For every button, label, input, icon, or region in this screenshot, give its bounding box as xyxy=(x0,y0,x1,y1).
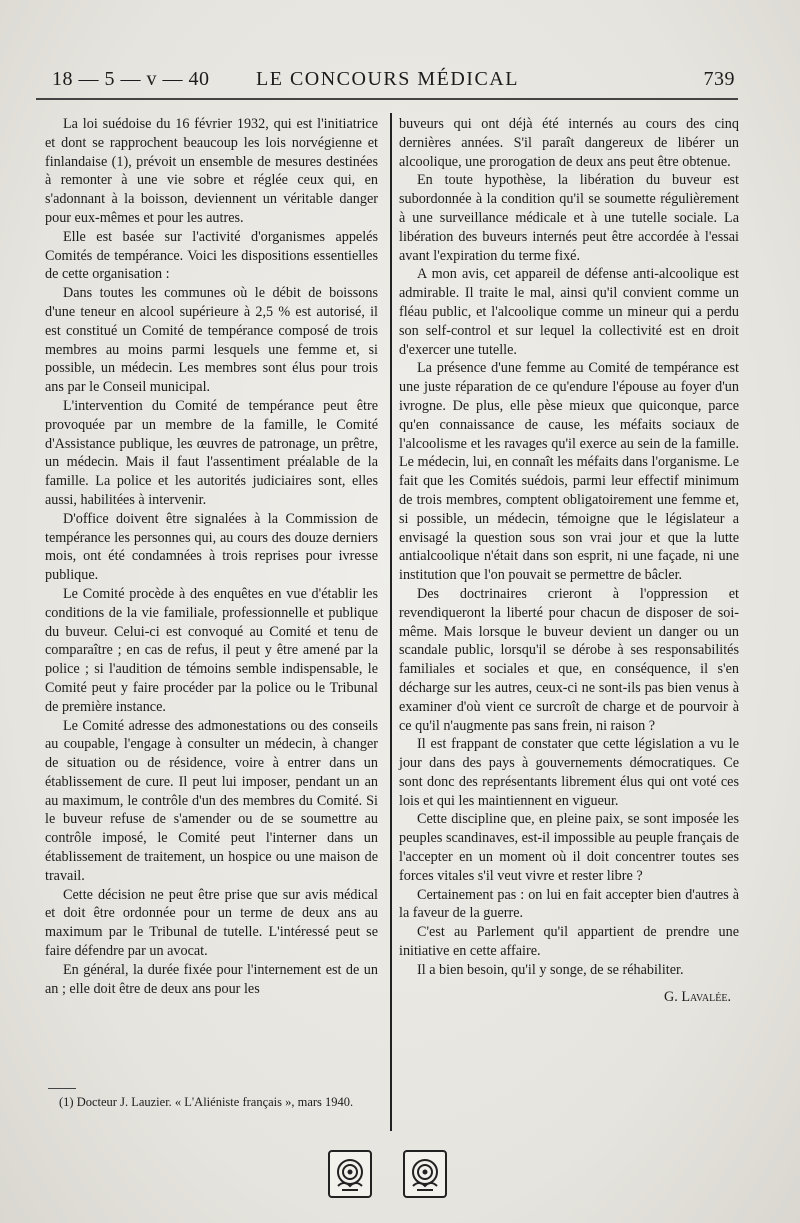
paragraph: C'est au Parlement qu'il appartient de prendre une initiative en cette affaire. xyxy=(399,924,739,960)
footnote-rule xyxy=(48,1088,76,1089)
header-rule xyxy=(36,98,738,100)
paragraph: Il est frappant de constater que cette législation a vu le jour dans des pays à gouvernements démocratiques. Ce sont donc des représentants librement élus qui ont voté ces lois et qui les maintiennent en vigueur. xyxy=(399,736,739,809)
column-divider xyxy=(390,113,392,1131)
author-signature: G. Lavalée. xyxy=(664,988,731,1005)
paragraph: Dans toutes les communes où le débit de boissons d'une teneur en alcool supérieure à 2,5 % est autorisé, il est constitué un Comité de tempérance composé de trois membres au moins parmi lesquels une femme et, si possible, un médecin. Les membres sont élus pour trois ans par le Conseil municipal. xyxy=(45,285,378,396)
left-column xyxy=(45,115,378,998)
paragraph: D'office doivent être signalées à la Commission de tempérance les personnes qui, au cours des douze derniers mois, ont été condamnées à trois reprises pour ivresse publique. xyxy=(45,510,378,584)
rose-ornament-icon xyxy=(403,1150,447,1198)
paragraph: Des doctrinaires crieront à l'oppression et revendiqueront la liberté pour chacun de disposer de soi-même. Mais lorsque le buveur devient un danger ou un scandale public, lorsqu'il se dérobe à ses responsabilités familiales et sociales et que, en conséquence, il s'en décharge sur les autres, ceux-ci ne sont-ils pas bien venus à examiner d'où vient ce surcroît de charge et de pourvoir à ce qu'il n'augmente pas sans frein, ni raison ? xyxy=(399,585,739,734)
issue-reference: 18 — 5 — v — 40 xyxy=(52,68,210,90)
paragraph: Cette discipline que, en pleine paix, se sont imposée les peuples scandinaves, est-il impossible au peuple français de l'accepter en un moment où il doit concentrer toutes ses forces vitales s'il veut vivre et rester libre ? xyxy=(399,811,739,884)
paragraph: Le Comité adresse des admonestations ou des conseils au coupable, l'engage à consulter un médecin, à changer de situation ou de résidence, voire à entrer dans un établissement de cure. Il peut lui imposer, pendant un an au maximum, le contrôle d'un des membres du Comité. Si le buveur refuse de s'amender ou de se soumettre au contrôle imposé, le Comité peut l'interner dans un établissement de traitement, un hospice ou une maison de travail. xyxy=(45,717,378,884)
journal-title: LE CONCOURS MÉDICAL xyxy=(256,68,519,90)
paragraph: A mon avis, cet appareil de défense anti-alcoolique est admirable. Il traite le mal, ainsi qu'il convient comme un fléau public, et l'alcoolique comme un mineur qui a perdu son self-control et sur lequel la collectivité est en droit d'exercer une tutelle. xyxy=(399,266,739,358)
paragraph: Cette décision ne peut être prise que sur avis médical et doit être ordonnée pour un terme de deux ans au maximum par le Tribunal de tutelle. L'intéressé peut se faire défendre par un avocat. xyxy=(45,886,378,960)
paragraph: Le Comité procède à des enquêtes en vue d'établir les conditions de la vie familiale, professionnelle et publique du buveur. Celui-ci est convoqué au Comité et tenu de comparaître ; en cas de refus, il peut y être amené par la police ; si l'audition de témoins semble indispensable, le Comité peut y faire procéder par la police ou le Tribunal de première instance. xyxy=(45,585,378,715)
paragraph: Elle est basée sur l'activité d'organismes appelés Comités de tempérance. Voici les dispositions essentielles de cette organisation : xyxy=(45,228,378,283)
page-header xyxy=(40,68,735,98)
paragraph: buveurs qui ont déjà été internés au cours des cinq dernières années. S'il paraît dangereux de libérer un alcoolique, une prorogation de deux ans peut être obtenue. xyxy=(399,116,739,170)
right-column xyxy=(399,115,739,1006)
paragraph: Certainement pas : on lui en fait accepter bien d'autres à la faveur de la guerre. xyxy=(399,886,739,922)
paragraph: L'intervention du Comité de tempérance peut être provoquée par un membre de la famille, le Comité d'Assistance publique, les œuvres de patronage, un prêtre, un médecin. Mais il faut l'assentiment préalable de la famille. La police et les autorités judiciaires sont, elles aussi, habilitées à intervenir. xyxy=(45,397,378,508)
rose-ornament-icon xyxy=(328,1150,372,1198)
footnote: (1) Docteur J. Lauzier. « L'Aliéniste français », mars 1940. xyxy=(59,1095,354,1109)
paragraph: La loi suédoise du 16 février 1932, qui est l'initiatrice et dont se rapprochent beaucoup les lois norvégienne et finlandaise (1), prévoit un ensemble de mesures destinées à remonter à une vie sobre et réglée ceux qui, en s'adonnant à la boisson, deviennent un véritable danger pour eux-mêmes et pour les autres. xyxy=(45,116,378,226)
paragraph: En toute hypothèse, la libération du buveur est subordonnée à la condition qu'il se soumette régulièrement à une surveillance médicale et à une tutelle sociale. La libération des buveurs internés peut être accordée à l'essai avant l'expiration du terme fixé. xyxy=(399,172,739,264)
paragraph: En général, la durée fixée pour l'internement est de un an ; elle doit être de deux ans pour les xyxy=(45,961,378,997)
paragraph: La présence d'une femme au Comité de tempérance est une juste réparation de ce qu'endure l'épouse au foyer d'un ivrogne. De plus, elle pèse mieux que quiconque, parce qu'en connaissance de cause, les méfaits sociaux de l'alcoolisme et les ravages qu'il exerce au sein de la famille. Le médecin, lui, en connaît les méfaits dans l'organisme. Le fait que les Comités suédois, parmi leur effectif minimum de trois membres, comptent obligatoirement une femme et, si possible, un médecin, témoigne que le législateur a envisagé la question sous son vrai jour et que la lutte antialcoolique n'était dans son esprit, ni une façade, ni une institution que l'on pouvait se permettre de bâcler. xyxy=(399,360,739,584)
paragraph: Il a bien besoin, qu'il y songe, de se réhabiliter. xyxy=(417,961,684,978)
page-number: 739 xyxy=(703,68,735,90)
